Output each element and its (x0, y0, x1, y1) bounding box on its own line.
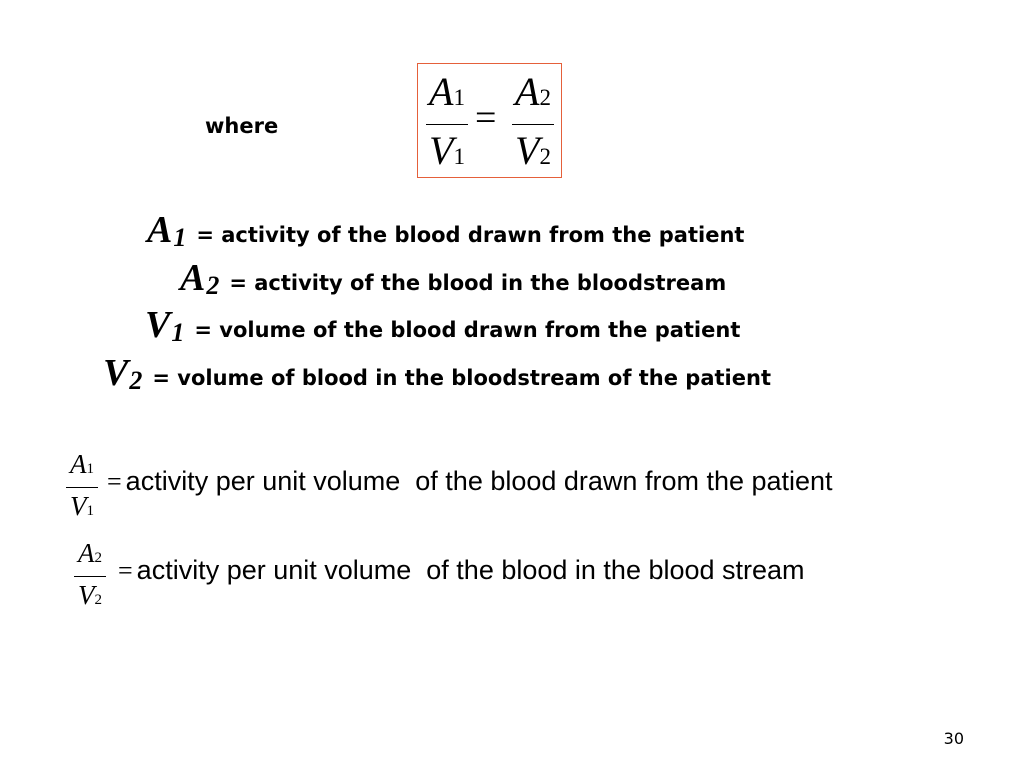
equals-sign: = (107, 467, 122, 496)
ratio-1-text: activity per unit volume of the blood drawn from the patient (125, 466, 833, 496)
formula-lhs-fraction (426, 69, 468, 180)
ratio-1-numerator (70, 448, 94, 485)
ratio-2-denominator (78, 579, 102, 616)
definition-a2 (180, 256, 726, 300)
formula-rhs-fraction (512, 69, 554, 180)
ratio-2-fraction (74, 537, 106, 616)
symbol: V (515, 128, 540, 173)
definition-text: = volume of blood in the bloodstream of the patient (152, 366, 771, 390)
subscript: 2 (539, 144, 551, 169)
definition-symbol: A 1 (147, 209, 187, 252)
symbol: V (429, 128, 454, 173)
fraction-bar (66, 487, 98, 488)
definition-symbol: A 2 (180, 257, 220, 300)
equals-sign: = (118, 556, 133, 585)
formula-lhs-denominator (429, 128, 465, 180)
definition-text: = volume of the blood drawn from the patient (194, 318, 741, 342)
definition-text: = activity of the blood in the bloodstream (229, 271, 727, 295)
ratio-2-description (118, 555, 805, 586)
symbol: V (78, 580, 95, 610)
ratio-2-numerator (78, 537, 102, 574)
fraction-bar (74, 576, 106, 577)
definition-v2 (103, 351, 771, 395)
symbol: A (78, 538, 95, 568)
subscript: 2 (94, 550, 102, 566)
definition-symbol: V 1 (145, 304, 185, 347)
fraction-bar (512, 124, 554, 125)
ratio-1-fraction (66, 448, 98, 527)
formula-rhs-numerator (515, 69, 551, 121)
ratio-1-denominator (70, 490, 94, 527)
fraction-bar (426, 124, 468, 125)
symbol: A (429, 69, 454, 114)
formula-equals: = (475, 97, 497, 139)
subscript: 1 (453, 144, 465, 169)
ratio-2-text: activity per unit volume of the blood in the blood stream (136, 555, 805, 585)
subscript: 2 (94, 592, 102, 608)
formula-rhs-denominator (515, 128, 551, 180)
definition-symbol: V 2 (103, 352, 143, 395)
subscript: 2 (539, 85, 551, 110)
symbol: A (515, 69, 540, 114)
symbol: V (70, 491, 87, 521)
subscript: 1 (453, 85, 465, 110)
definition-a1 (147, 208, 744, 252)
page-number: 30 (943, 729, 964, 748)
subscript: 1 (86, 461, 94, 477)
ratio-1-description (107, 466, 833, 497)
formula-lhs-numerator (429, 69, 465, 121)
definition-text: = activity of the blood drawn from the patient (196, 223, 745, 247)
where-label: where (205, 114, 279, 138)
symbol: A (70, 449, 87, 479)
definition-v1 (145, 303, 740, 347)
subscript: 1 (86, 503, 94, 519)
